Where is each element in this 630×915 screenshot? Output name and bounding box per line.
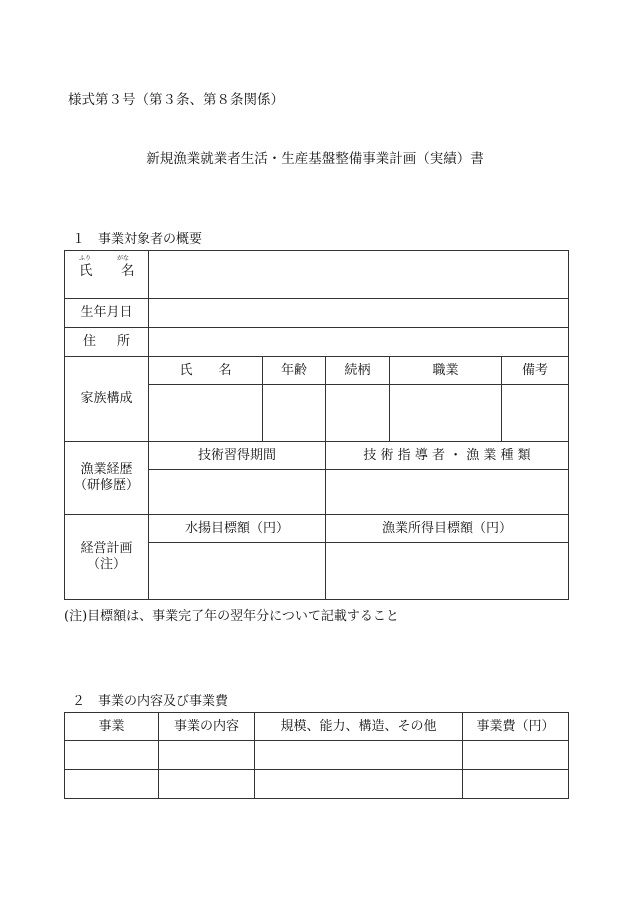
family-header-remarks: 備考 — [502, 357, 569, 385]
address-label-char1: 住 — [83, 334, 97, 350]
address-label-char2: 所 — [116, 334, 130, 350]
business-row1-cost[interactable] — [463, 741, 569, 770]
instructor-fishery-input[interactable] — [326, 470, 569, 515]
instructor-fishery-header: 技 術 指 導 者 ・ 漁 業 種 類 — [326, 442, 569, 470]
family-header-age: 年齢 — [263, 357, 326, 385]
name-label-cell — [65, 251, 149, 299]
family-header-relation: 続柄 — [326, 357, 390, 385]
business-row2-scale[interactable] — [255, 770, 463, 799]
training-period-input[interactable] — [149, 470, 326, 515]
family-name-input[interactable] — [149, 385, 263, 442]
business-header-project: 事業 — [65, 713, 159, 741]
family-remarks-input[interactable] — [502, 385, 569, 442]
fishing-history-label — [65, 442, 149, 515]
address-label-cell — [65, 328, 149, 357]
business-row2-content[interactable] — [159, 770, 255, 799]
form-number: 様式第３号（第３条、第８条関係） — [68, 92, 284, 108]
document-title: 新規漁業就業者生活・生産基盤整備事業計画（実績）書 — [146, 151, 484, 167]
target-note: (注)目標額は、事業完了年の翌年分について記載すること — [64, 609, 399, 624]
catch-target-input[interactable] — [149, 543, 326, 600]
management-plan-label-line2: （注） — [86, 557, 126, 572]
section2-heading: ２ 事業の内容及び事業費 — [72, 694, 229, 709]
fishing-history-label-line1: 漁業経歴 — [80, 462, 133, 478]
business-header-scale: 規模、能力、構造、その他 — [255, 713, 463, 741]
birth-date-label: 生年月日 — [65, 299, 149, 328]
name-label-char2: 名 — [121, 263, 135, 279]
family-header-name: 氏 名 — [149, 357, 263, 385]
birth-date-input-cell[interactable] — [149, 299, 569, 328]
section1-heading: １ 事業対象者の概要 — [72, 232, 203, 247]
family-age-input[interactable] — [263, 385, 326, 442]
name-furigana-1: ふり — [79, 255, 92, 262]
family-relation-input[interactable] — [326, 385, 390, 442]
family-occupation-input[interactable] — [390, 385, 502, 442]
business-table — [64, 712, 569, 799]
name-furigana-2: がな — [117, 255, 130, 262]
management-plan-label — [65, 515, 149, 600]
business-header-cost: 事業費（円） — [463, 713, 569, 741]
name-input-cell[interactable] — [149, 251, 569, 299]
training-period-header: 技術習得期間 — [149, 442, 326, 470]
fishing-history-label-line2: （研修歴） — [73, 478, 139, 493]
catch-target-header: 水揚目標額（円） — [149, 515, 326, 543]
business-row2-cost[interactable] — [463, 770, 569, 799]
address-input-cell[interactable] — [149, 328, 569, 357]
family-label: 家族構成 — [65, 357, 149, 442]
management-plan-label-line1: 経営計画 — [80, 541, 133, 557]
name-label-char1: 氏 — [79, 263, 93, 279]
family-header-occupation: 職業 — [390, 357, 502, 385]
income-target-header: 漁業所得目標額（円） — [326, 515, 569, 543]
business-row2-project[interactable] — [65, 770, 159, 799]
business-row1-scale[interactable] — [255, 741, 463, 770]
business-header-content: 事業の内容 — [159, 713, 255, 741]
income-target-input[interactable] — [326, 543, 569, 600]
business-row1-project[interactable] — [65, 741, 159, 770]
overview-table — [64, 250, 569, 600]
business-row1-content[interactable] — [159, 741, 255, 770]
